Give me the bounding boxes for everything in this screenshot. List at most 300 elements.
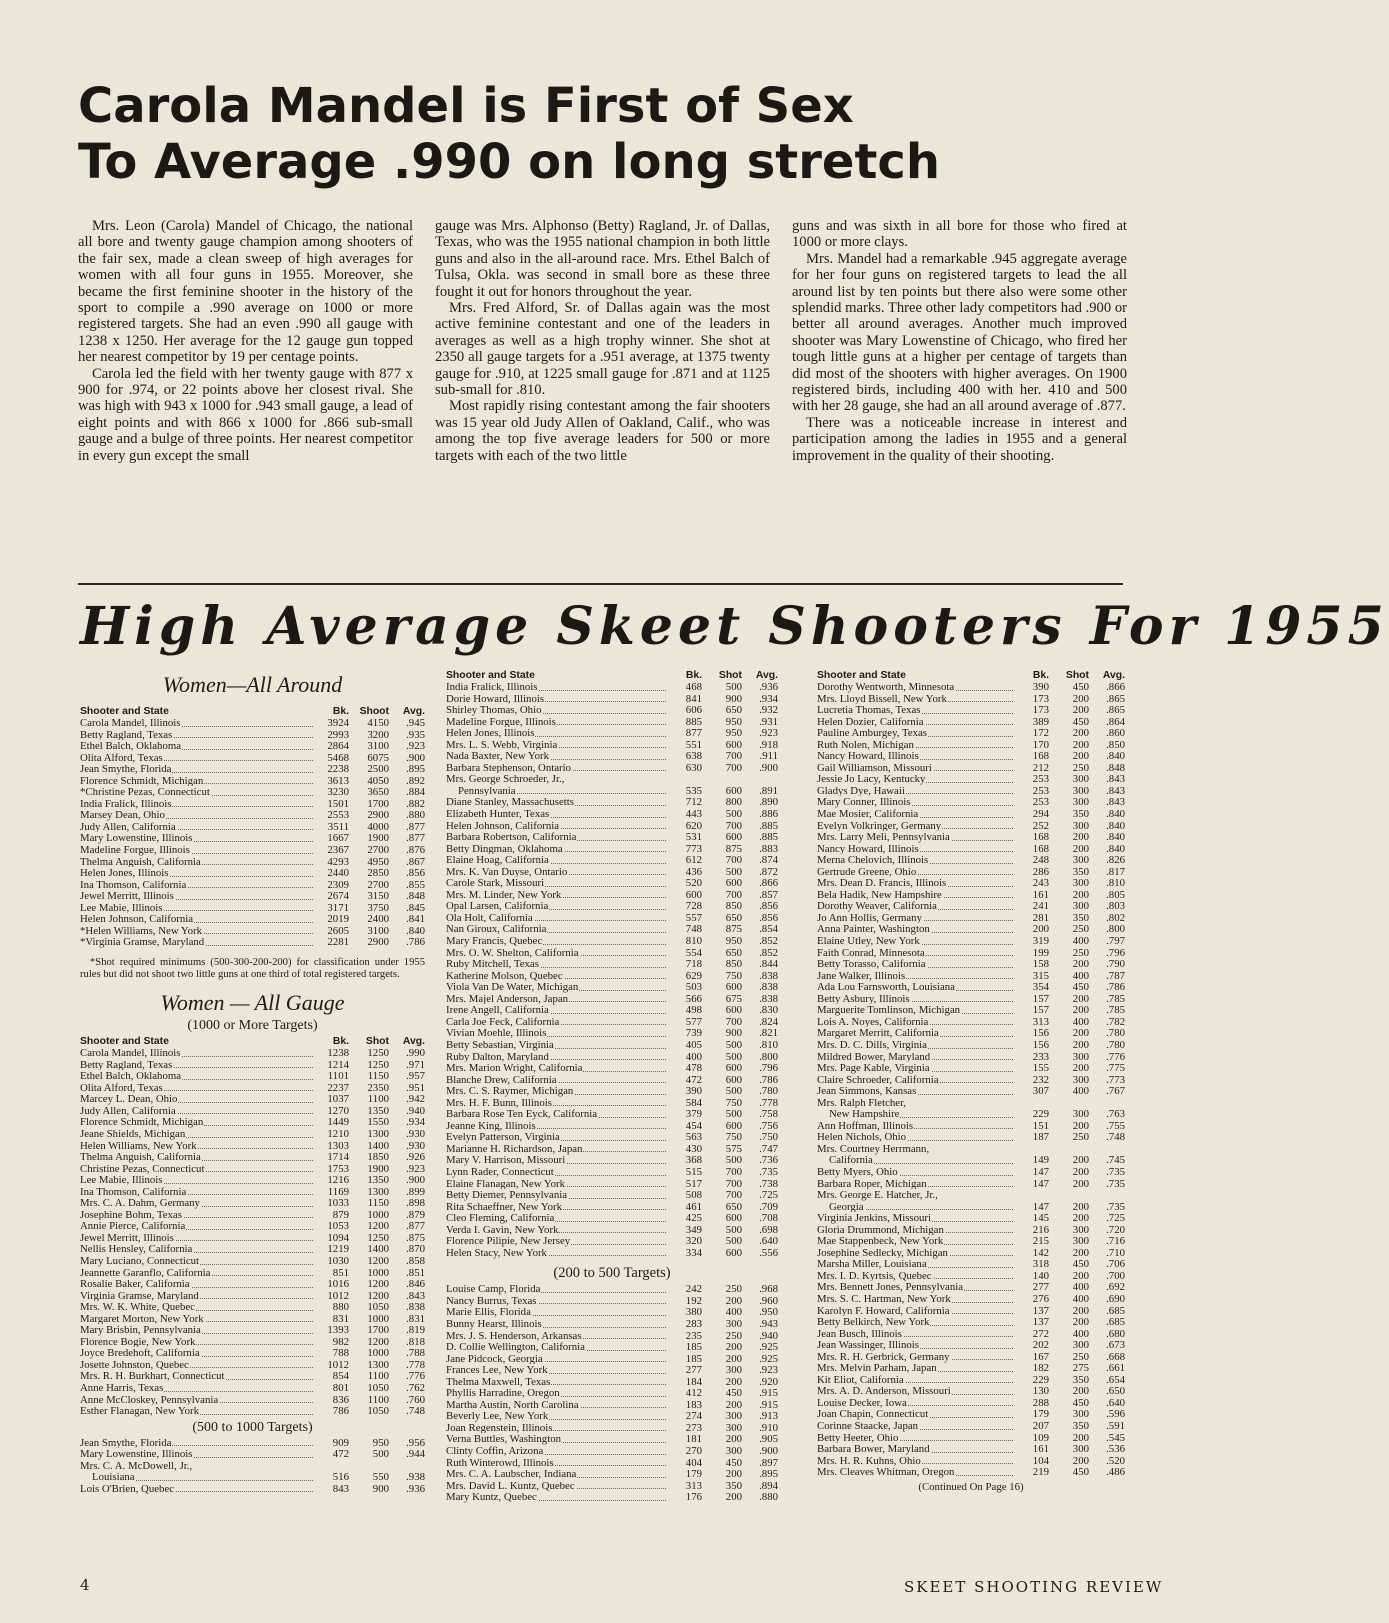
- shot: 600: [725, 784, 742, 797]
- breaks: 199: [1032, 946, 1049, 959]
- breaks: 885: [685, 715, 702, 728]
- table-row: [817, 1213, 1125, 1225]
- table-row: [80, 1302, 425, 1314]
- breaks: 1303: [327, 1139, 349, 1152]
- shot: 550: [372, 1471, 389, 1484]
- breaks: 877: [685, 727, 702, 740]
- shot: 450: [1072, 1396, 1089, 1409]
- section-divider: [78, 583, 1123, 585]
- shot: 350: [1072, 865, 1089, 878]
- breaks: 515: [685, 1165, 702, 1178]
- breaks: 109: [1032, 1431, 1049, 1444]
- breaks: 1270: [327, 1104, 349, 1117]
- shot: 1150: [367, 1197, 389, 1210]
- average: .767: [1106, 1085, 1125, 1098]
- shooter-name-text: Virginia Jenkins, Missouri: [817, 1212, 932, 1225]
- average: .844: [759, 958, 778, 971]
- shot: 2700: [367, 878, 389, 891]
- shooter-name: [817, 1444, 1015, 1456]
- breaks: 1101: [327, 1070, 349, 1083]
- shot: 200: [1072, 1212, 1089, 1225]
- average: .938: [406, 1471, 425, 1484]
- breaks: 520: [685, 877, 702, 890]
- breaks: 151: [1032, 1119, 1049, 1132]
- shot: 500: [372, 1448, 389, 1461]
- average: .843: [406, 1289, 425, 1302]
- shooter-name-text: Jean Wassinger, Illinois: [817, 1339, 919, 1352]
- shot: 200: [1072, 1304, 1089, 1317]
- average: .923: [759, 1364, 778, 1377]
- shot: 1100: [367, 1370, 389, 1383]
- shot: 200: [1072, 1038, 1089, 1051]
- breaks: 5468: [327, 751, 349, 764]
- breaks: 472: [332, 1448, 349, 1461]
- shot: 450: [725, 1387, 742, 1400]
- breaks: 157: [1032, 992, 1049, 1005]
- shot: 2500: [367, 763, 389, 776]
- breaks: 557: [685, 911, 702, 924]
- shooter-name: [446, 1086, 668, 1098]
- shooter-name: [446, 809, 668, 821]
- breaks: 1210: [327, 1127, 349, 1140]
- shot: 500: [725, 1085, 742, 1098]
- average: .780: [1106, 1038, 1125, 1051]
- page-number: 4: [80, 1576, 90, 1594]
- shot: 300: [1072, 819, 1089, 832]
- breaks: 170: [1032, 738, 1049, 751]
- shot: 600: [725, 738, 742, 751]
- shooter-name-text: Betty Asbury, Illinois: [817, 992, 910, 1005]
- breaks: 104: [1032, 1454, 1049, 1467]
- shot: 4000: [367, 820, 389, 833]
- shooter-name-text: Elaine Flanagan, New York: [446, 1177, 566, 1190]
- shot: 300: [1072, 796, 1089, 809]
- shooter-name-text: Anna Painter, Washington: [817, 923, 930, 936]
- shot: 300: [1072, 784, 1089, 797]
- breaks: 1169: [327, 1185, 349, 1198]
- shot: 600: [725, 877, 742, 890]
- average: .866: [759, 877, 778, 890]
- shot: 300: [1072, 1050, 1089, 1063]
- breaks: 3924: [327, 717, 349, 729]
- shooter-name-text: Verna Buttles, Washington: [446, 1433, 561, 1446]
- shooter-name-text: Ethel Balch, Oklahoma: [80, 740, 182, 753]
- shot: 1300: [367, 1185, 389, 1198]
- shooter-name-text: Jewel Merritt, Illinois: [80, 1231, 174, 1244]
- average: .776: [406, 1370, 425, 1383]
- shooter-name: [446, 705, 668, 717]
- breaks: 192: [685, 1294, 702, 1307]
- shot: 200: [1072, 1119, 1089, 1132]
- shot: 575: [725, 1142, 742, 1155]
- table-row: [80, 937, 425, 949]
- shooter-name-text: Mrs. D. C. Dills, Virginia: [817, 1038, 927, 1051]
- table-column-3: [817, 670, 1125, 1493]
- average: .710: [1106, 1246, 1125, 1259]
- all-gauge-rows: [80, 1048, 425, 1418]
- breaks: 503: [685, 981, 702, 994]
- shot: 4150: [367, 717, 389, 729]
- average: .786: [759, 1073, 778, 1086]
- breaks: 517: [685, 1177, 702, 1190]
- shooter-name-text: Helen Johnson, California: [80, 913, 194, 926]
- shot: 200: [725, 1294, 742, 1307]
- average: .787: [1106, 969, 1125, 982]
- shooter-name-text: Louise Decker, Iowa: [817, 1396, 907, 1409]
- average: .856: [406, 867, 425, 880]
- average: .692: [1106, 1281, 1125, 1294]
- average: .780: [759, 1085, 778, 1098]
- shot: 700: [725, 1189, 742, 1202]
- table-row: [817, 1421, 1125, 1433]
- shooter-name: [80, 1256, 315, 1268]
- average: .786: [406, 936, 425, 949]
- table-row: [80, 764, 425, 776]
- table-row: [817, 832, 1125, 844]
- shot: 4950: [367, 855, 389, 868]
- average: .640: [1106, 1396, 1125, 1409]
- shot: 650: [725, 946, 742, 959]
- shooter-name-text: Mrs. S. C. Hartman, New York: [817, 1292, 951, 1305]
- average: .865: [1106, 704, 1125, 717]
- shot: 600: [725, 1062, 742, 1075]
- table-row: [80, 868, 425, 880]
- shot: 1150: [367, 1070, 389, 1083]
- shot: 2350: [367, 1081, 389, 1094]
- average: .745: [1106, 1154, 1125, 1167]
- shooter-name-text: Elaine Utley, New York: [817, 935, 920, 948]
- shot: 700: [725, 854, 742, 867]
- average: .925: [759, 1352, 778, 1365]
- low-targets-rows: [446, 1284, 778, 1503]
- shot: 2900: [367, 809, 389, 822]
- breaks: 334: [685, 1246, 702, 1259]
- shooter-name-text: Ruby Mitchell, Texas: [446, 958, 539, 971]
- shot: 500: [725, 1050, 742, 1063]
- shot: 300: [1072, 1223, 1089, 1236]
- shot: 400: [1072, 969, 1089, 982]
- average: .650: [1106, 1385, 1125, 1398]
- shooter-name-text: Josette Johnston, Quebec: [80, 1358, 189, 1371]
- breaks: 1714: [327, 1151, 349, 1164]
- average: .706: [1106, 1258, 1125, 1271]
- breaks: 2864: [327, 740, 349, 753]
- breaks: 508: [685, 1189, 702, 1202]
- breaks: 498: [685, 1004, 702, 1017]
- all-gauge-title: Women — All Gauge: [160, 990, 345, 1016]
- shooter-name-text: Florence Bogie, New York: [80, 1335, 196, 1348]
- shot: 1350: [367, 1174, 389, 1187]
- shot: 200: [1072, 704, 1089, 717]
- headline-line-2: To Average .990 on long stretch: [78, 134, 941, 190]
- shot: 300: [1072, 854, 1089, 867]
- shooter-name-text: Josephine Sedlecky, Michigan: [817, 1246, 948, 1259]
- shooter-name: [80, 1449, 315, 1461]
- header-shot: Shot: [365, 1036, 389, 1048]
- table-row: [817, 1040, 1125, 1052]
- breaks: 277: [1032, 1281, 1049, 1294]
- breaks: 629: [685, 969, 702, 982]
- average: .803: [1106, 900, 1125, 913]
- shot: 500: [725, 1038, 742, 1051]
- shooter-name-text: Mrs. W. K. White, Quebec: [80, 1301, 195, 1314]
- average: .864: [1106, 715, 1125, 728]
- shooter-name-text: Nada Baxter, New York: [446, 750, 550, 763]
- average: .596: [1106, 1408, 1125, 1421]
- table-row: [817, 1317, 1125, 1329]
- shooter-name-text: Kit Eliot, California: [817, 1373, 904, 1386]
- shooter-name: [80, 1279, 315, 1291]
- average: .821: [759, 1027, 778, 1040]
- breaks: 185: [685, 1352, 702, 1365]
- shot: 275: [1072, 1362, 1089, 1375]
- breaks: 179: [1032, 1408, 1049, 1421]
- shooter-name: [446, 728, 668, 740]
- shooter-name-text: Lucretia Thomas, Texas: [817, 704, 921, 717]
- shooter-name-text: Faith Conrad, Minnesota: [817, 946, 925, 959]
- shooter-name-text: Ina Thomson, California: [80, 878, 187, 891]
- average: .818: [406, 1335, 425, 1348]
- shooter-name-text: Mary Brisbin, Pennsylvania: [80, 1324, 201, 1337]
- shot: 950: [725, 935, 742, 948]
- breaks: 158: [1032, 958, 1049, 971]
- breaks: 273: [685, 1421, 702, 1434]
- shooter-name-text: Mrs. K. Van Duyse, Ontario: [446, 865, 568, 878]
- shooter-name-text: Mary Luciano, Connecticut: [80, 1254, 200, 1267]
- header-shoot: Shoot: [359, 706, 389, 717]
- average: .971: [406, 1058, 425, 1071]
- average: .755: [1106, 1119, 1125, 1132]
- average: .866: [1106, 681, 1125, 693]
- breaks: 982: [332, 1335, 349, 1348]
- shot: 250: [1072, 923, 1089, 936]
- breaks: 368: [685, 1154, 702, 1167]
- shot: 300: [1072, 900, 1089, 913]
- shot: 200: [1072, 727, 1089, 740]
- shooter-name-text: Louise Camp, Florida: [446, 1283, 541, 1296]
- breaks: 1667: [327, 832, 349, 845]
- shot: 1100: [367, 1393, 389, 1406]
- shot: 3100: [367, 740, 389, 753]
- average: .895: [759, 1468, 778, 1481]
- shot: 1200: [367, 1278, 389, 1291]
- breaks: 436: [685, 865, 702, 878]
- shooter-name-text: Marsha Miller, Louisiana: [817, 1258, 927, 1271]
- shooter-name: [446, 1319, 668, 1331]
- table-row: [446, 1086, 778, 1098]
- shooter-name-text: Anne Harris, Texas: [80, 1381, 164, 1394]
- breaks: 389: [1032, 715, 1049, 728]
- shooter-name-text: Mrs. Marion Wright, California: [446, 1062, 583, 1075]
- shooter-name: [817, 1063, 1015, 1075]
- breaks: 286: [1032, 865, 1049, 878]
- average: .855: [406, 878, 425, 891]
- breaks: 786: [332, 1405, 349, 1418]
- shooter-name: [80, 868, 315, 880]
- shooter-name: [80, 1175, 315, 1187]
- breaks: 2440: [327, 867, 349, 880]
- shot: 200: [1072, 1200, 1089, 1213]
- breaks: 412: [685, 1387, 702, 1400]
- breaks: 2674: [327, 890, 349, 903]
- average: .520: [1106, 1454, 1125, 1467]
- shot: 200: [725, 1352, 742, 1365]
- shooter-name-text: Mary Conner, Illinois: [817, 796, 911, 809]
- average: .556: [759, 1246, 778, 1259]
- shooter-name-text: Mary V. Harrison, Missouri: [446, 1154, 566, 1167]
- breaks: 320: [685, 1235, 702, 1248]
- shot: 850: [725, 958, 742, 971]
- shooter-name-text: Barbara Rose Ten Eyck, California: [446, 1108, 598, 1121]
- shooter-name: [80, 1484, 315, 1496]
- average: .920: [759, 1375, 778, 1388]
- shot: 200: [725, 1341, 742, 1354]
- headline: [78, 78, 1138, 190]
- shooter-name-text: Christine Pezas, Connecticut: [80, 1162, 205, 1175]
- all-around-title: Women—All Around: [162, 672, 343, 697]
- shooter-name-text: Martha Austin, North Carolina: [446, 1398, 579, 1411]
- shooter-name-text: Jessie Jo Lacy, Kentucky: [817, 773, 926, 786]
- breaks: 612: [685, 854, 702, 867]
- average: .942: [406, 1093, 425, 1106]
- table-row: [446, 1446, 778, 1458]
- shooter-name-text: Jean Busch, Illinois: [817, 1327, 902, 1340]
- average: .950: [759, 1306, 778, 1319]
- shot: 1000: [367, 1208, 389, 1221]
- shooter-name-text: Mrs. C. S. Raymer, Michigan: [446, 1085, 574, 1098]
- shooter-name: [446, 959, 668, 971]
- shot: 500: [725, 808, 742, 821]
- shooter-name-text: Katherine Molson, Quebec: [446, 969, 563, 982]
- average: .905: [759, 1433, 778, 1446]
- average: .877: [406, 820, 425, 833]
- shooter-name-text: Margaret Merritt, California: [817, 1027, 939, 1040]
- average: .915: [759, 1398, 778, 1411]
- breaks: 1393: [327, 1324, 349, 1337]
- shooter-name-text: Mrs. M. Linder, New York: [446, 888, 562, 901]
- shot: 1350: [367, 1104, 389, 1117]
- shooter-name: [80, 1302, 315, 1314]
- shooter-name-text: Lee Mabie, Illinois: [80, 901, 163, 914]
- breaks: 232: [1032, 1073, 1049, 1086]
- average: .668: [1106, 1350, 1125, 1363]
- breaks: 841: [685, 692, 702, 705]
- breaks: 2019: [327, 913, 349, 926]
- average: .926: [406, 1151, 425, 1164]
- shot: 200: [1072, 1177, 1089, 1190]
- shot: 300: [1072, 1235, 1089, 1248]
- table-row: [817, 1190, 1125, 1202]
- table-row: [446, 1469, 778, 1481]
- breaks: 149: [1032, 1154, 1049, 1167]
- shot: 350: [1072, 1373, 1089, 1386]
- shot: 200: [1072, 1269, 1089, 1282]
- shot: 650: [725, 704, 742, 717]
- breaks: 288: [1032, 1396, 1049, 1409]
- average: .786: [1106, 981, 1125, 994]
- paragraph: gauge was Mrs. Alphonso (Betty) Ragland, Jr. of Dallas, Texas, who was the 1955 national champion in both little guns and also in the all-around race. Mrs. Ethel Balch of Tulsa, Okla. was second in small bore as these three fought it out for honors throughout the year.: [435, 218, 770, 300]
- average: .680: [1106, 1327, 1125, 1340]
- header-avg: Avg.: [1102, 670, 1125, 681]
- shooter-name: [80, 937, 315, 949]
- shooter-name-text: Joyce Bredehoft, California: [80, 1347, 200, 1360]
- average: .900: [406, 751, 425, 764]
- shot: 350: [1072, 1420, 1089, 1432]
- shooter-name-text: Florence Schmidt, Michigan: [80, 774, 204, 787]
- shooter-name-text: Corinne Staacke, Japan: [817, 1420, 919, 1432]
- table-row: [446, 1342, 778, 1354]
- shooter-name-text: Marguerite Tomlinson, Michigan: [817, 1004, 961, 1017]
- breaks: 184: [685, 1375, 702, 1388]
- shooter-name-text: Mae Stappenbeck, New York: [817, 1235, 944, 1248]
- table-row: [446, 1190, 778, 1202]
- shooter-name-text: Shirley Thomas, Ohio: [446, 704, 542, 717]
- table-row: [817, 1340, 1125, 1352]
- breaks: 2367: [327, 844, 349, 857]
- table-row: [80, 1484, 425, 1496]
- table-row: [446, 1492, 778, 1504]
- shooter-name-text: Mrs. R. H. Burkhart, Connecticut: [80, 1370, 225, 1383]
- average: .763: [1106, 1108, 1125, 1121]
- shot: 300: [725, 1317, 742, 1330]
- breaks: 216: [1032, 1223, 1049, 1236]
- shooter-name-text: Mrs. Melvin Parham, Japan: [817, 1362, 937, 1375]
- shot: 650: [725, 911, 742, 924]
- breaks: 788: [332, 1347, 349, 1360]
- shooter-name-text: Mrs. Cleaves Whitman, Oregon: [817, 1466, 955, 1479]
- average: .756: [759, 1119, 778, 1132]
- header-name: Shooter and State: [80, 1036, 169, 1048]
- average: .735: [1106, 1200, 1125, 1213]
- shooter-name-text: Ina Thomson, California: [80, 1185, 187, 1198]
- breaks: 1219: [327, 1243, 349, 1256]
- shot: 200: [1072, 958, 1089, 971]
- breaks: 712: [685, 796, 702, 809]
- shot: 1900: [367, 1162, 389, 1175]
- shooter-name: [817, 832, 1015, 844]
- average: .775: [1106, 1062, 1125, 1075]
- shooter-name-text: Carola Mandel, Illinois: [80, 1047, 181, 1060]
- shot: 400: [1072, 935, 1089, 948]
- shooter-name-text: Mrs. Page Kable, Virginia: [817, 1062, 930, 1075]
- table-row: [80, 1449, 425, 1461]
- average: .690: [1106, 1292, 1125, 1305]
- shooter-name: [446, 1167, 668, 1179]
- average: .840: [1106, 808, 1125, 821]
- shooter-name-text: Verda I. Gavin, New York: [446, 1223, 559, 1236]
- breaks: 187: [1032, 1131, 1049, 1144]
- average: .735: [1106, 1177, 1125, 1190]
- shooter-name: [80, 1152, 315, 1164]
- average: .899: [406, 1185, 425, 1198]
- breaks: 243: [1032, 877, 1049, 890]
- average: .735: [1106, 1165, 1125, 1178]
- breaks: 145: [1032, 1212, 1049, 1225]
- shooter-name-text: Opal Larsen, California: [446, 900, 549, 913]
- average: .802: [1106, 911, 1125, 924]
- breaks: 4293: [327, 855, 349, 868]
- shooter-name-text: Mrs. H. F. Bunn, Illinois: [446, 1096, 552, 1109]
- average: .880: [406, 809, 425, 822]
- breaks: 2238: [327, 763, 349, 776]
- shooter-name: [817, 1167, 1015, 1179]
- breaks: 2309: [327, 878, 349, 891]
- shot: 250: [1072, 1350, 1089, 1363]
- shooter-name-text: Helen Jones, Illinois: [80, 867, 169, 880]
- shot: 350: [1072, 911, 1089, 924]
- shot: 450: [1072, 1258, 1089, 1271]
- shooter-name-text: Merna Chelovich, Illinois: [817, 854, 929, 867]
